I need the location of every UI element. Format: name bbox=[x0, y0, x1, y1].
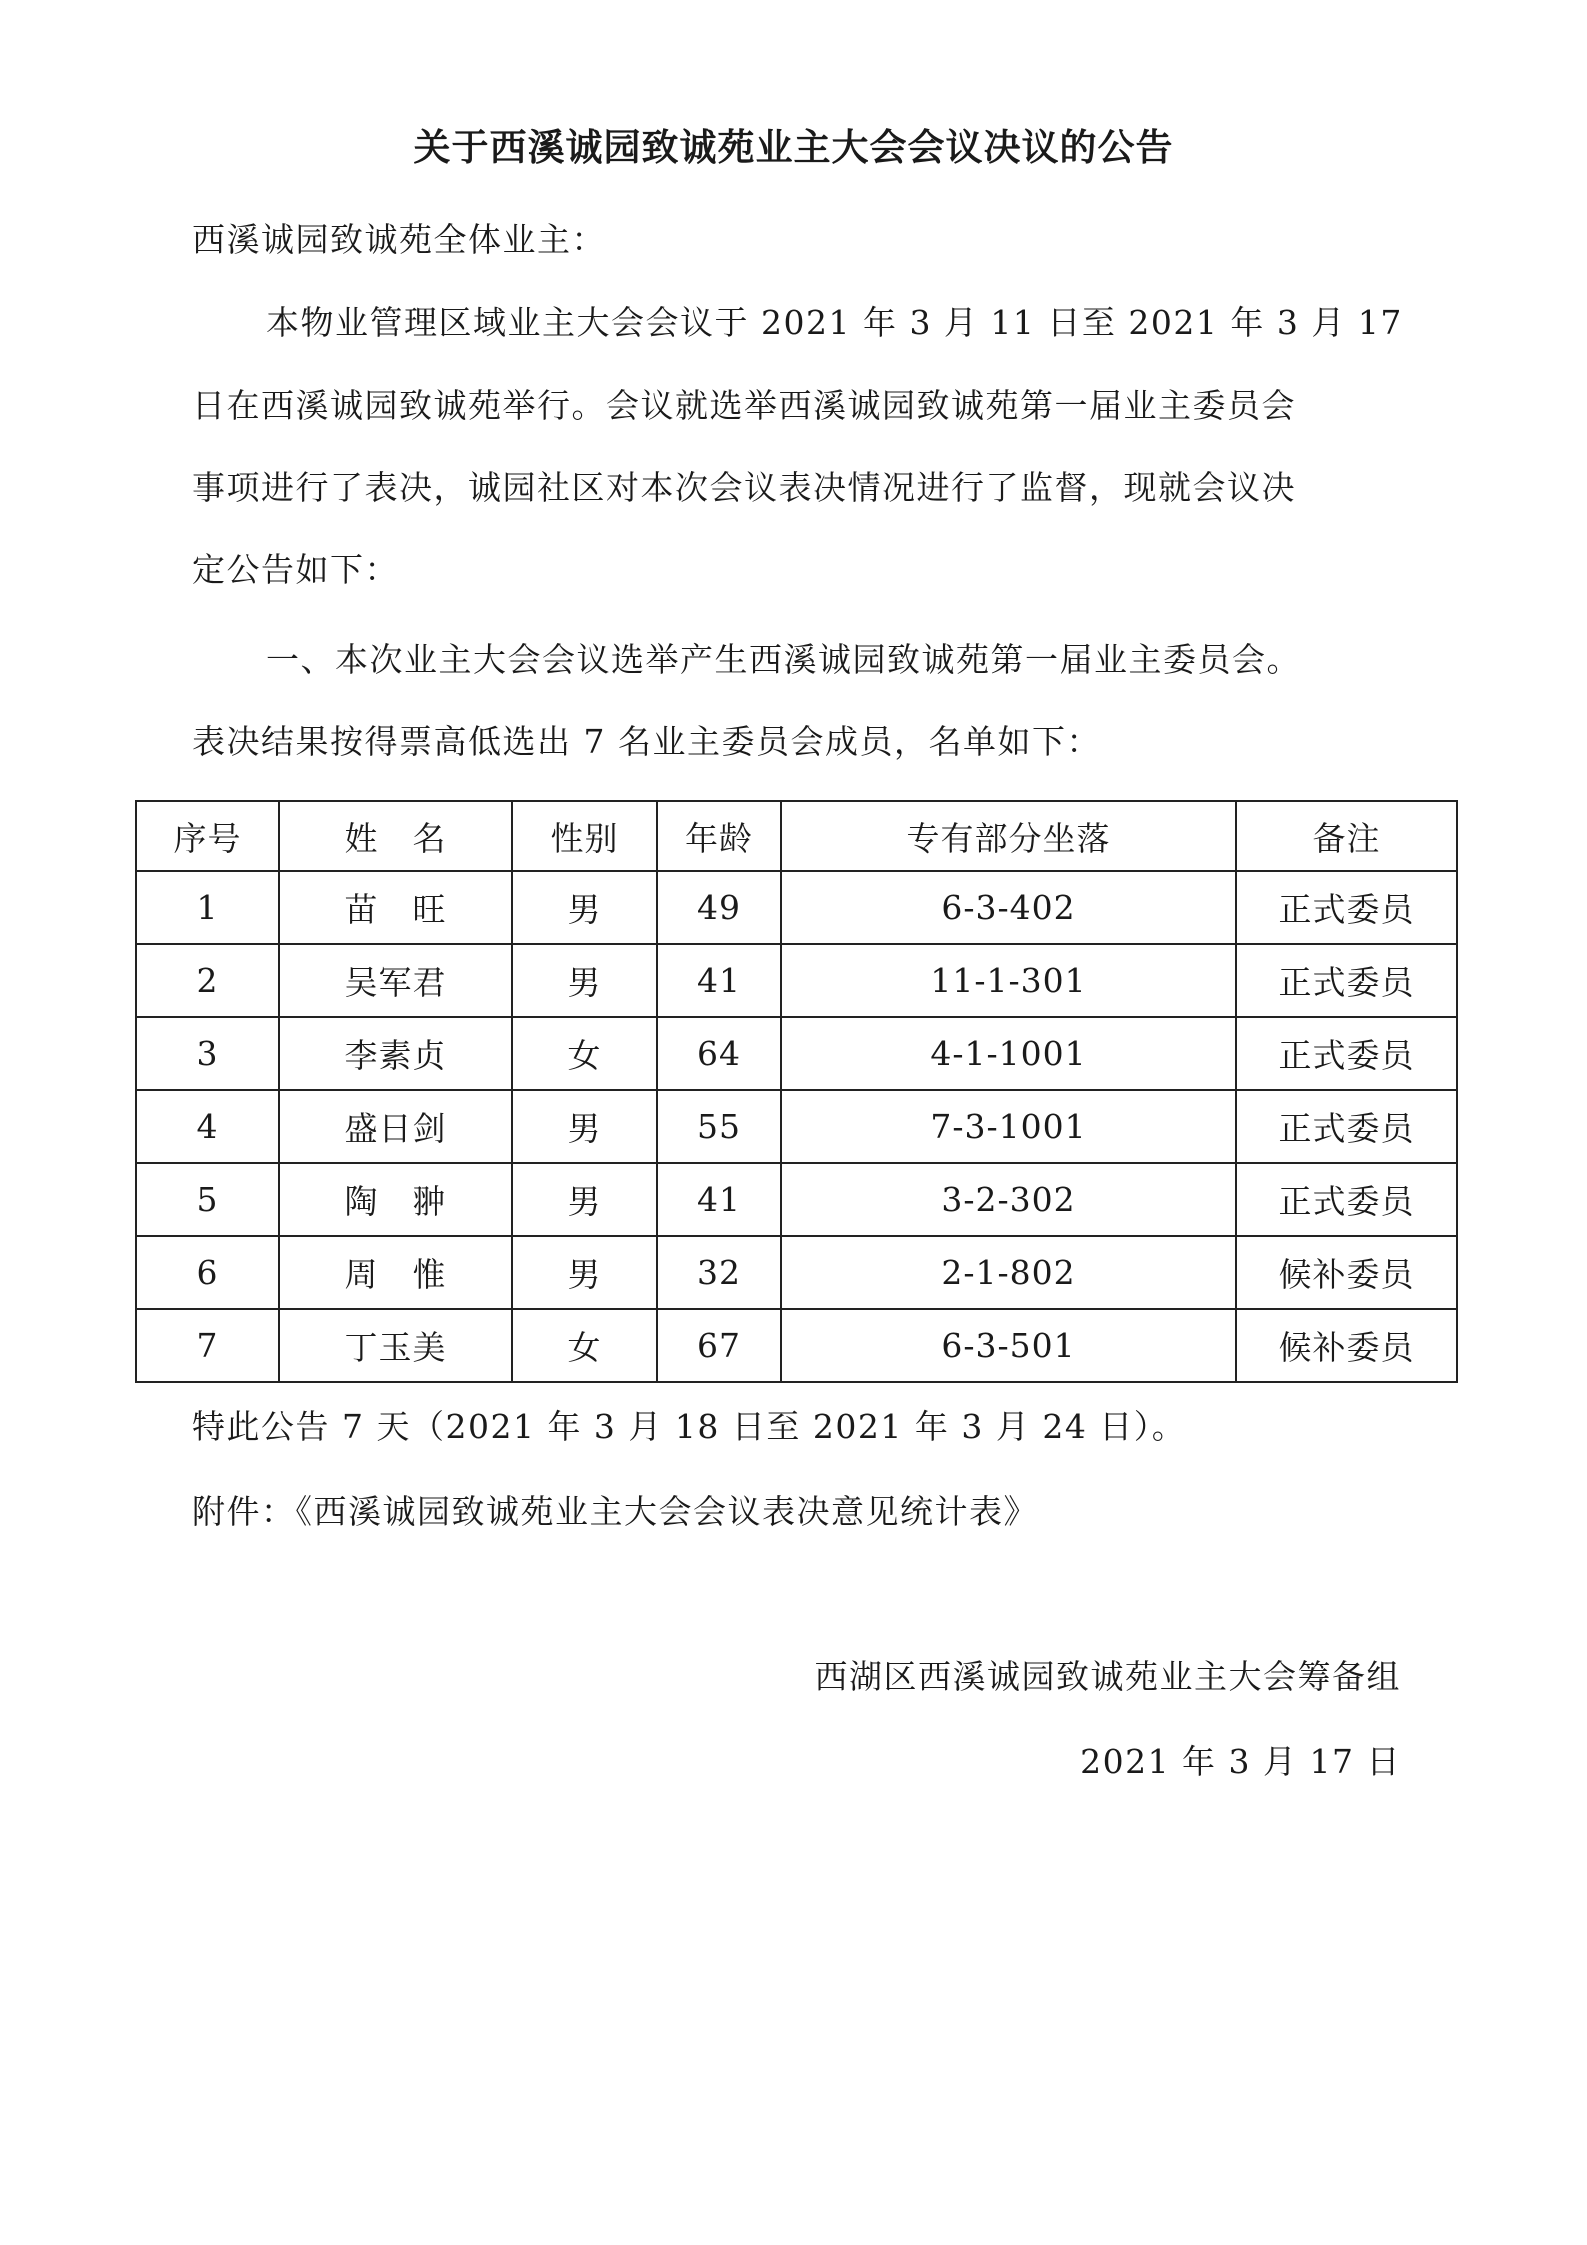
committee-members-table bbox=[135, 800, 1458, 1383]
header-gender: 性别 bbox=[512, 801, 657, 871]
notice-period: 特此公告 7 天（2021 年 3 月 18 日至 2021 年 3 月 24 日）。 bbox=[192, 1407, 1187, 1446]
cell-index: 4 bbox=[136, 1090, 279, 1163]
cell-remark: 正式委员 bbox=[1236, 1090, 1457, 1163]
cell-remark: 正式委员 bbox=[1236, 1017, 1457, 1090]
cell-index: 5 bbox=[136, 1163, 279, 1236]
cell-gender: 男 bbox=[512, 1236, 657, 1309]
body-line-1: 本物业管理区域业主大会会议于 2021 年 3 月 11 日至 2021 年 3 月 17 bbox=[266, 303, 1403, 342]
resolution-item-1: 一、本次业主大会会议选举产生西溪诚园致诚苑第一届业主委员会。 bbox=[266, 640, 1301, 679]
cell-unit: 2-1-802 bbox=[781, 1236, 1236, 1309]
cell-unit: 11-1-301 bbox=[781, 944, 1236, 1017]
cell-remark: 候补委员 bbox=[1236, 1309, 1457, 1382]
cell-index: 3 bbox=[136, 1017, 279, 1090]
signature-date: 2021 年 3 月 17 日 bbox=[1080, 1742, 1401, 1781]
cell-gender: 女 bbox=[512, 1309, 657, 1382]
cell-remark: 正式委员 bbox=[1236, 1163, 1457, 1236]
cell-gender: 男 bbox=[512, 871, 657, 944]
header-remark: 备注 bbox=[1236, 801, 1457, 871]
cell-name: 吴军君 bbox=[279, 944, 512, 1017]
cell-index: 1 bbox=[136, 871, 279, 944]
cell-gender: 男 bbox=[512, 1090, 657, 1163]
signature-organization: 西湖区西溪诚园致诚苑业主大会筹备组 bbox=[814, 1657, 1401, 1696]
cell-gender: 男 bbox=[512, 944, 657, 1017]
table-row bbox=[136, 1236, 1457, 1309]
header-index: 序号 bbox=[136, 801, 279, 871]
cell-age: 55 bbox=[657, 1090, 781, 1163]
cell-age: 49 bbox=[657, 871, 781, 944]
cell-name: 陶 翀 bbox=[279, 1163, 512, 1236]
cell-remark: 正式委员 bbox=[1236, 871, 1457, 944]
table-row bbox=[136, 1163, 1457, 1236]
cell-index: 6 bbox=[136, 1236, 279, 1309]
resolution-item-1-cont: 表决结果按得票高低选出 7 名业主委员会成员，名单如下： bbox=[192, 722, 1101, 761]
header-unit: 专有部分坐落 bbox=[781, 801, 1236, 871]
cell-gender: 女 bbox=[512, 1017, 657, 1090]
cell-unit: 6-3-501 bbox=[781, 1309, 1236, 1382]
header-name: 姓 名 bbox=[279, 801, 512, 871]
cell-age: 67 bbox=[657, 1309, 781, 1382]
body-line-2: 日在西溪诚园致诚苑举行。会议就选举西溪诚园致诚苑第一届业主委员会 bbox=[192, 386, 1296, 425]
table-row bbox=[136, 944, 1457, 1017]
table-row bbox=[136, 871, 1457, 944]
cell-remark: 正式委员 bbox=[1236, 944, 1457, 1017]
table-row bbox=[136, 1309, 1457, 1382]
salutation: 西溪诚园致诚苑全体业主： bbox=[192, 220, 606, 259]
cell-remark: 候补委员 bbox=[1236, 1236, 1457, 1309]
cell-age: 41 bbox=[657, 944, 781, 1017]
cell-unit: 6-3-402 bbox=[781, 871, 1236, 944]
body-line-3: 事项进行了表决，诚园社区对本次会议表决情况进行了监督，现就会议决 bbox=[192, 468, 1296, 507]
cell-age: 32 bbox=[657, 1236, 781, 1309]
cell-index: 7 bbox=[136, 1309, 279, 1382]
cell-name: 盛日剑 bbox=[279, 1090, 512, 1163]
cell-index: 2 bbox=[136, 944, 279, 1017]
table-row bbox=[136, 1090, 1457, 1163]
cell-name: 苗 旺 bbox=[279, 871, 512, 944]
cell-unit: 7-3-1001 bbox=[781, 1090, 1236, 1163]
table-header-row bbox=[136, 801, 1457, 871]
cell-name: 周 惟 bbox=[279, 1236, 512, 1309]
cell-gender: 男 bbox=[512, 1163, 657, 1236]
attachment: 附件：《西溪诚园致诚苑业主大会会议表决意见统计表》 bbox=[192, 1492, 1038, 1531]
cell-name: 丁玉美 bbox=[279, 1309, 512, 1382]
header-age: 年龄 bbox=[657, 801, 781, 871]
document-title: 关于西溪诚园致诚苑业主大会会议决议的公告 bbox=[413, 126, 1174, 169]
cell-unit: 3-2-302 bbox=[781, 1163, 1236, 1236]
body-line-4: 定公告如下： bbox=[192, 550, 399, 589]
cell-age: 41 bbox=[657, 1163, 781, 1236]
cell-age: 64 bbox=[657, 1017, 781, 1090]
cell-name: 李素贞 bbox=[279, 1017, 512, 1090]
table-row bbox=[136, 1017, 1457, 1090]
cell-unit: 4-1-1001 bbox=[781, 1017, 1236, 1090]
